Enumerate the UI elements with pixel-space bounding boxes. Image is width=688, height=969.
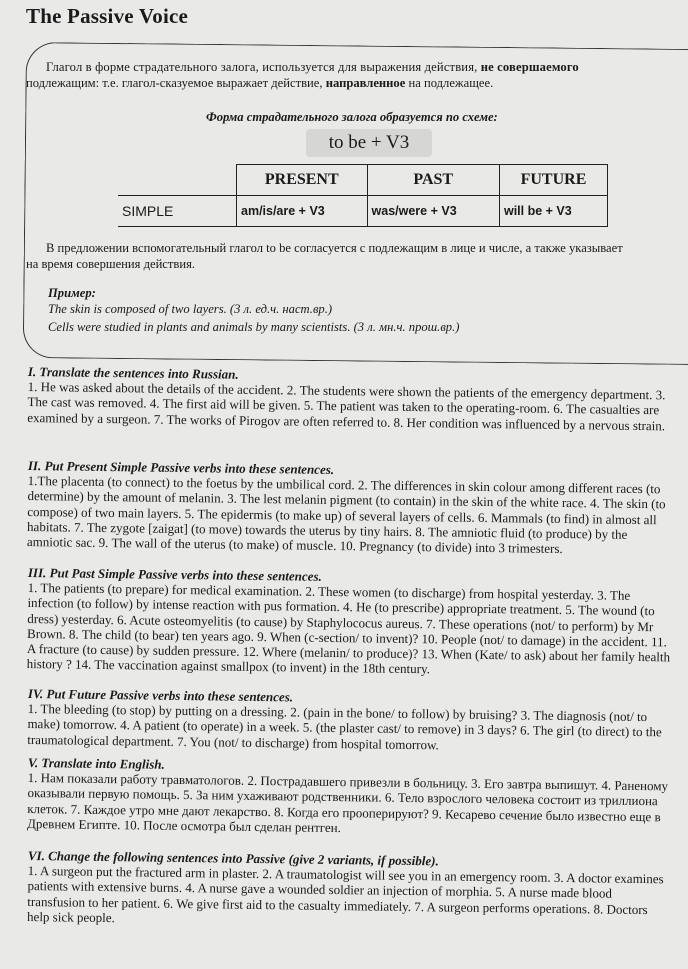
table-header: PAST xyxy=(367,165,499,196)
intro-text: Глагол в форме страдательного залога, используется для выражения действия, xyxy=(46,60,481,74)
exercise-heading: IV. Put Future Passive verbs into these sentences. xyxy=(27,686,294,705)
example-sentence: The skin is composed of two layers. (3 л. ед.ч. наст.вр.) xyxy=(48,302,333,316)
intro-emphasis: направленное xyxy=(325,76,406,90)
exercise-heading: I. Translate the sentences into Russian. xyxy=(27,364,239,382)
exercise-text: 1. He was asked about the details of the accident. 2. The students were shown the patients of the emergency department. 3. The cast was removed. 4. The first aid will be given. 5. The patient was taken to the operating-room. 6. The casualties are examined by a surgeon. 7. The works of Pirogov are often referred to. 8. Her condition was influenced by a nervous strain. xyxy=(27,379,666,433)
example-sentence: Cells were studied in plants and animals by many scientists. (3 л. мн.ч. прош.вр.) xyxy=(48,320,460,334)
exercise-heading: III. Put Past Simple Passive verbs into these sentences. xyxy=(27,565,322,584)
table-cell: was/were + V3 xyxy=(367,196,499,227)
table-row xyxy=(118,196,608,227)
exercise-text: 1.The placenta (to connect) to the foetus by the umbilical cord. 2. The differences in skin colour among different races (to determine) by the amount of melanin. 3. The lest melanin pigment (to contain) in the skin of the white race. 4. The skin (to compose) of two main layers. 5. The epidermis (to make up) of several layers of cells. 6. Mammals (to find) in almost all habitats. 7. The zygote [zaigat] (to move) towards the uterus by tiny hairs. 8. The amniotic fluid (to produce) by the amniotic sac. 9. The wall of the uterus (to make) of muscle. 10. Pregnancy (to divide) into 3 trimesters. xyxy=(26,473,666,557)
example-caption: Пример: xyxy=(48,286,96,300)
exercise-heading: VI. Change the following sentences into Passive (give 2 variants, if possible). xyxy=(27,848,439,869)
table-header: PRESENT xyxy=(237,165,368,196)
intro-emphasis: не совершаемого xyxy=(480,60,579,74)
exercise-4 xyxy=(27,686,672,755)
table-row-label: SIMPLE xyxy=(118,196,237,227)
table-cell: will be + V3 xyxy=(499,196,607,227)
note-line-1: В предложении вспомогательный глагол to be согласуется с подлежащим в лице и числе, а также указывает xyxy=(46,241,623,255)
page-title: The Passive Voice xyxy=(26,4,189,28)
table-cell: am/is/are + V3 xyxy=(237,196,368,227)
intro-text: подлежащим: т.е. глагол-сказуемое выражает действие, xyxy=(26,76,326,90)
table-header: FUTURE xyxy=(499,165,607,196)
exercise-3 xyxy=(27,565,672,680)
exercise-text: 1. A surgeon put the fractured arm in plaster. 2. A traumatologist will see you in an emergency room. 3. A doctor examines patients with extensive burns. 4. A nurse gave a wounded soldier an injection of morphia. 5. A nurse made blood transfusion to her patient. 6. We give first aid to the casualty immediately. 7. A surgeon performs operations. 8. Doctors help sick people. xyxy=(27,863,664,925)
exercise-heading: II. Put Present Simple Passive verbs into these sentences. xyxy=(27,458,335,478)
tense-table xyxy=(118,164,608,227)
schema-caption: Форма страдательного залога образуется по схеме: xyxy=(206,110,498,124)
note-line-2: на время совершения действия. xyxy=(26,257,196,271)
exercise-2 xyxy=(27,458,672,558)
exercise-text: 1. Нам показали работу травматологов. 2. Пострадавшего привезли в больницу. 3. Его завтра выпишут. 4. Раненому оказывали первую помощь. 5. За ним ухаживают родственники. 6. Тело взрослого человека состоит из триллиона клеток. 7. Каждое утро мне дают лекарство. 8. Когда его прооперируют? 9. Кесарево сечение было известно еще в Древнем Египте. 10. После осмотра был сделан рентген. xyxy=(27,770,669,835)
table-corner xyxy=(118,165,237,196)
intro-line-2 xyxy=(26,76,493,91)
exercise-text: 1. The bleeding (to stop) by putting on a dressing. 2. (pain in the bone/ to follow) by bruising? 3. The diagnosis (not/ to make) tomorrow. 4. A patient (to operate) in a week. 5. (the plaster cast/ to remove) in 3 days? 6. The girl (to direct) to the traumatological department. 7. You (not/ to discharge) from hospital tomorrow. xyxy=(27,701,662,752)
intro-line-1 xyxy=(46,60,579,75)
intro-text: на подлежащее. xyxy=(405,76,494,90)
table-header-row xyxy=(118,165,608,196)
exercise-5 xyxy=(27,755,672,839)
exercise-text: 1. The patients (to prepare) for medical examination. 2. These women (to discharge) from hospital yesterday. 3. The infection (to follow) by intense reaction with pus formation. 4. He (to prescribe) appropriate treatment. 5. The wound (to dress) yesterday. 6. Acute osteomyelitis (to cause) by Staphylococus aureus. 7. These operations (not/ to perform) by Mr Brown. 8. The child (to bear) ten years ago. 9. When (c-section/ to invent)? 10. People (not/ to damage) in the accident. 11. A fracture (to cause) by sudden pressure. 12. Where (melanin/ to produce)? 13. When (Kate/ to ask) about her family health history ? 14. The vaccination against smallpox (to invent) in the 18th century. xyxy=(26,580,671,677)
exercise-heading: V. Translate into English. xyxy=(27,755,165,772)
exercise-1 xyxy=(27,364,672,433)
formula-badge: to be + V3 xyxy=(306,129,432,157)
exercise-6 xyxy=(27,848,672,932)
